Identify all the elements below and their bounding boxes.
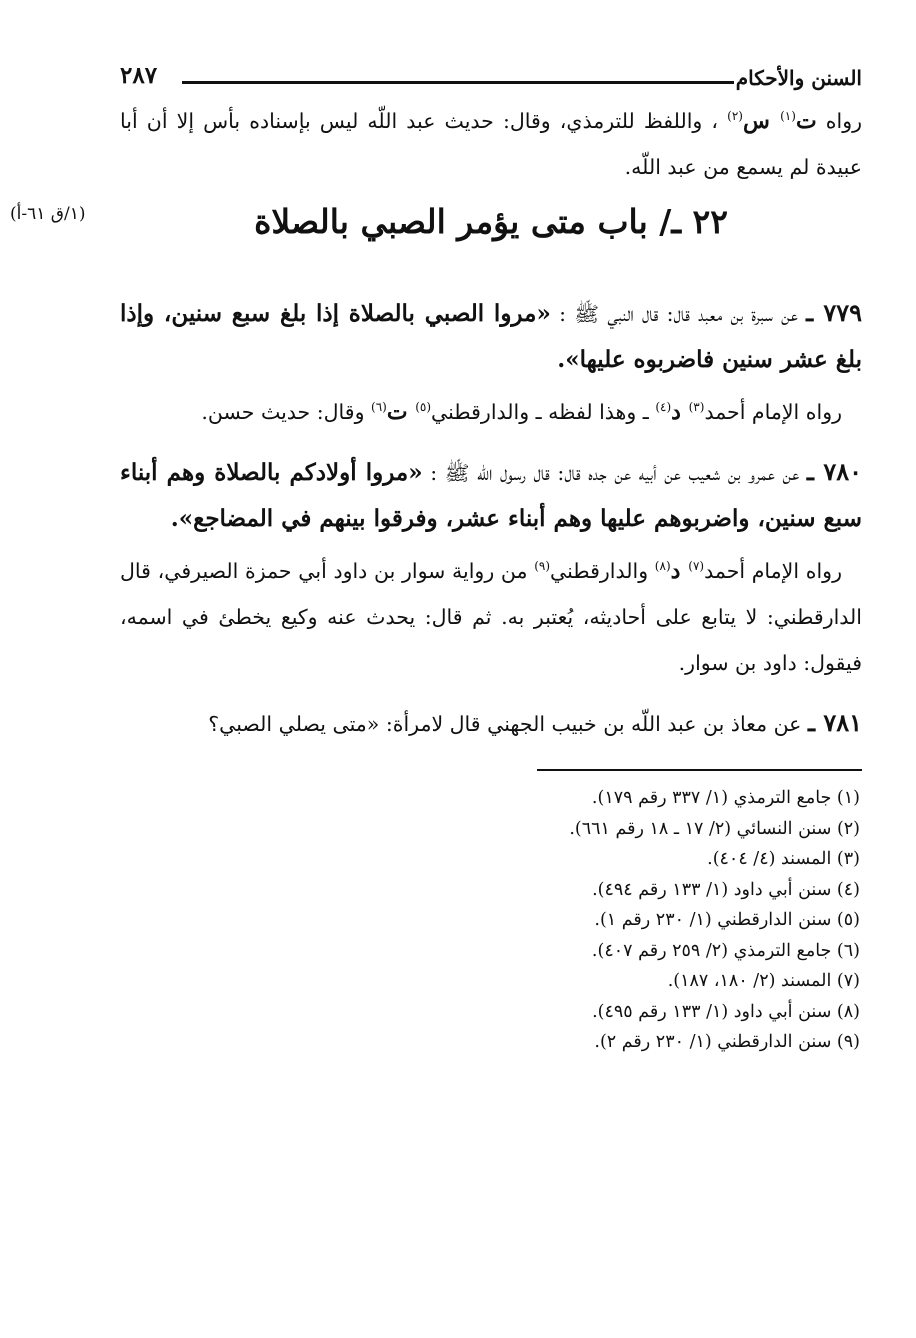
footnote: (٣) المسند (٤/ ٤٠٤). <box>707 849 860 869</box>
footnote: (٩) سنن الدارقطني (١/ ٢٣٠ رقم ٢). <box>594 1032 860 1052</box>
book-title: السنن والأحكام <box>735 66 862 90</box>
header-rule <box>182 81 734 84</box>
takhrij-text: ـ وهذا لفظه ـ والدارقطني <box>431 400 656 424</box>
siglum-nasai: س <box>742 108 781 134</box>
siglum-abudawud: د <box>671 399 689 425</box>
takhrij-text: رواه الإمام أحمد <box>704 400 842 424</box>
book-page <box>10 58 863 1058</box>
hadith-781 <box>120 700 862 747</box>
footnote-ref[interactable]: (٤) <box>655 400 672 415</box>
chapter-heading <box>10 190 862 276</box>
page-number: ٢٨٧ <box>120 62 158 89</box>
takhrij-text: رواه الإمام أحمد <box>704 559 842 583</box>
footnote: (١) جامع الترمذي (١/ ٣٣٧ رقم ١٧٩). <box>591 788 860 808</box>
hadith-isnad: عن سبرة بن معبد قال: قال النبي ﷺ : <box>550 302 807 326</box>
hadith-number: ٧٨٠ ـ <box>806 457 863 486</box>
footnote: (٤) سنن أبي داود (١/ ١٣٣ رقم ٤٩٤). <box>592 879 860 900</box>
footnote: (٨) سنن أبي داود (١/ ١٣٣ رقم ٤٩٥). <box>592 1001 860 1022</box>
running-header <box>120 58 862 98</box>
footnote-ref[interactable]: (٨) <box>654 559 671 574</box>
hadith-780 <box>120 449 862 542</box>
manuscript-reference: (١/ق ٦١-أ) <box>10 204 86 224</box>
footnote-ref[interactable]: (٣) <box>688 400 705 415</box>
footnote: (٢) سنن النسائي (٢/ ١٧ ـ ١٨ رقم ٦٦١). <box>569 818 860 839</box>
hadith-isnad: عن معاذ بن عبد اللّه بن خبيب الجهني قال لامرأة: «متى يصلي الصبي؟ <box>208 712 808 736</box>
siglum-tirmidhi: ت <box>386 399 416 425</box>
takhrij-779 <box>120 389 862 435</box>
intro-paragraph <box>120 98 862 190</box>
footnote-ref[interactable]: (٧) <box>688 559 705 574</box>
footnote-ref[interactable]: (٢) <box>727 109 743 124</box>
footnote: (٦) جامع الترمذي (٢/ ٢٥٩ رقم ٤٠٧). <box>591 940 860 961</box>
intro-text: رواه <box>816 109 863 133</box>
footnotes-list <box>120 783 862 1058</box>
takhrij-text: والدارقطني <box>550 559 655 583</box>
hadith-matn: «مروا الصبي بالصلاة إذا بلغ سبع سنين، وإذا بلغ عشر سنين فاضربوه عليها». <box>120 300 862 373</box>
footnote-ref[interactable]: (٦) <box>371 400 387 415</box>
footnote: (٥) سنن الدارقطني (١/ ٢٣٠ رقم ١). <box>594 910 860 930</box>
footnote-ref[interactable]: (٥) <box>415 400 432 415</box>
hadith-779 <box>120 290 862 383</box>
hadith-number: ٧٧٩ ـ <box>806 298 862 327</box>
hadith-matn: «مروا أولادكم بالصلاة وهم أبناء سبع سنين، واضربوهم عليها وهم أبناء عشر، وفرقوا بينهم في المضاجع». <box>120 459 862 532</box>
takhrij-780 <box>120 548 862 686</box>
takhrij-text: وقال: حديث حسن. <box>201 400 371 424</box>
footnote-separator <box>537 769 862 771</box>
hadith-number: ٧٨١ ـ <box>807 708 862 737</box>
footnote: (٧) المسند (٢/ ١٨٠، ١٨٧). <box>667 971 860 991</box>
footnote-ref[interactable]: (١) <box>780 109 796 124</box>
intro-text: ، واللفظ للترمذي، وقال: حديث عبد اللّه ليس بإسناده بأس إلا أن أبا عبيدة لم يسمع من عبد اللّه. <box>120 109 862 179</box>
chapter-title: ٢٢ ـ/ باب متى يؤمر الصبي بالصلاة <box>254 202 728 241</box>
takhrij-text: من رواية سوار بن داود أبي حمزة الصيرفي، قال الدارقطني: لا يتابع على أحاديثه، يُعتبر به. ثم قال: يحدث عنه وكيع يخطئ في اسمه، فيقول: داود بن سوار. <box>120 559 862 675</box>
siglum-abudawud: د <box>670 558 689 584</box>
siglum-tirmidhi: ت <box>795 108 817 134</box>
footnote-ref[interactable]: (٩) <box>534 559 551 574</box>
hadith-isnad: عن عمرو بن شعيب عن أبيه عن جده قال: قال رسول اللّه ﷺ : <box>422 461 807 485</box>
